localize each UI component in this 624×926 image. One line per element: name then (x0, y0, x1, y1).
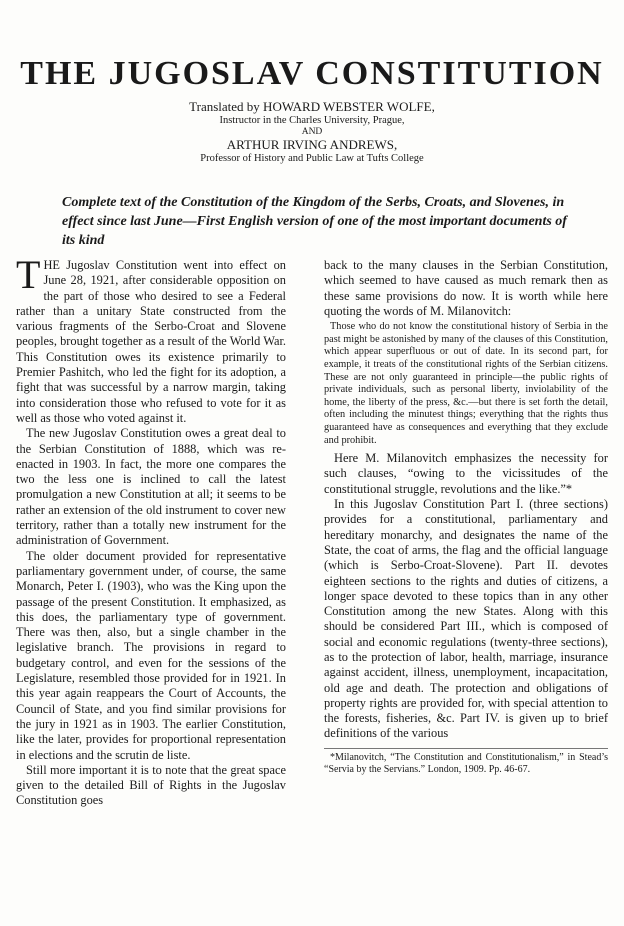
right-column (324, 258, 608, 776)
intro-deck: Complete text of the Constitution of the Kingdom of the Serbs, Croats, and Slovenes, in effect since last June—First English version of one of the most important documents of its kind (62, 195, 567, 248)
article-title: THE JUGOSLAV CONSTITUTION (20, 55, 604, 92)
paragraph: In this Jugoslav Constitution Part I. (three sections) provides for a constitutional, parliamentary and hereditary monarchy, and designates the name of the State, the coat of arms, the flag and the official language (which is Serbo-Croat-Slovene). Part II. devotes eighteen sections to the rights and duties of citizens, a longer space devoted to these topics than in any other Constitution among the new States. Along with this should be considered Part III., which is composed of social and economic regulations (twenty-three sections), as to the protection of labor, health, marriage, insurance against accident, illness, unemployment, incapacitation, old age and death. The protection and obligations of property rights are provided for, with special attention to the forests, fisheries, &c. Part IV. is given up to brief definitions of the various (324, 497, 608, 741)
block-quote: Those who do not know the constitutional history of Serbia in the past might be astonished by many of the clauses of this Constitution, which appear superfluous or out of date. In its second part, for example, it treats of the constitutional rights of the Serbian citizens. These are not only guaranteed in principle—the public rights of private individuals, such as personal liberty, inviolability of the home, the liberty of the press, &c.—but there is set forth the detail, often including the minutest things; everything that the rights thus guaranteed have as consequences and everything that they exclude and prohibit. (324, 321, 608, 446)
coauthor-affiliation: Professor of History and Public Law at Tufts College (200, 152, 424, 164)
paragraph-text: HE Jugoslav Constitution went into effect on June 28, 1921, after considerable opposition on the part of those who desired to see a Federal rather than a unitary State constructed from the various fragments of the Serbo-Croat and Slovene peoples, brought together as a result of the World War. This Constitution owes its existence primarily to Premier Pashitch, who led the fight for its adoption, a fight that was successful by a narrow margin, taking into consideration those who refused to vote for it as well as those who voted against it. (16, 258, 286, 425)
translator-affiliation: Instructor in the Charles University, Prague, (219, 114, 405, 126)
credits-and: AND (301, 127, 323, 137)
drop-cap: T (16, 252, 41, 297)
left-column (16, 252, 286, 809)
coauthor-line: ARTHUR IRVING ANDREWS, (226, 136, 398, 152)
footnote: *Milanovitch, “The Constitution and Constitutionalism,” in Stead’s “Servia by the Servians.” London, 1909. Pp. 46-67. (324, 748, 608, 776)
paragraph: The older document provided for representative parliamentary government under, of course, the same Monarch, Peter I. (1903), who was the King upon the passage of the present Constitution. It emphasized, as this does, the parliamentary type of government. There was then, also, but a single chamber in the legislative branch. The provisions in regard to budgetary control, and even for the sessions of the Legislature, resembled those provided for in 1921. In this year again reappears the Court of Accounts, the Council of State, and you find similar provisions for the jury in 1921 as in 1903. The earlier Constitution, like the later, provides for proportional representation in elections and the scrutin de liste. (16, 548, 286, 762)
paragraph: Here M. Milanovitch emphasizes the necessity for such clauses, “owing to the vicissitudes of the constitutional struggle, revolutions and the like.”* (324, 451, 608, 496)
paragraph: Still more important it is to note that the great space given to the detailed Bill of Rights in the Jugoslav Constitution goes (16, 762, 286, 808)
translator-line: Translated by HOWARD WEBSTER WOLFE, (189, 99, 435, 114)
paragraph: back to the many clauses in the Serbian Constitution, which seemed to have caused as much remark then as these same provisions do now. It is worth while here quoting the words of M. Milanovitch: (324, 258, 608, 318)
credits-block (0, 100, 624, 165)
paragraph: The new Jugoslav Constitution owes a great deal to the Serbian Constitution of 1888, which was re-enacted in 1903. In fact, the more one compares the two the less one is inclined to call the latest promulgation a new Constitution at all; it seems to be rather an extension of the old instrument to cover new territory, rather than a totally new instrument for the administration of Government. (16, 426, 286, 548)
paragraph (16, 252, 286, 426)
